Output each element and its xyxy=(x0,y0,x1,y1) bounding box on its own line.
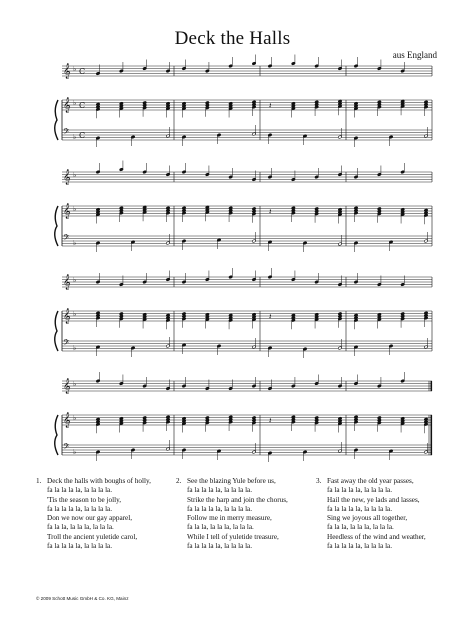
verse-line: Deck the halls with boughs of holly, xyxy=(47,477,151,485)
verse-3 xyxy=(316,477,446,551)
song-origin: aus England xyxy=(392,50,437,60)
final-bar xyxy=(431,415,433,455)
verse-line: fa la la, la la la, la la la. xyxy=(47,523,114,532)
staff xyxy=(62,445,432,455)
treble-clef: 𝄞 xyxy=(63,413,71,428)
verse-line: Heedless of the wind and weather, xyxy=(327,532,426,541)
time-signature: C xyxy=(79,131,86,140)
staff xyxy=(62,206,432,216)
treble-clef: 𝄞 xyxy=(63,275,71,290)
treble-clef: 𝄞 xyxy=(63,379,71,394)
quarter-rest: 𝄽 xyxy=(269,207,272,216)
verse-line: fa la la, la la la, la la la. xyxy=(327,523,394,532)
flat-sign: ♭ xyxy=(73,171,77,179)
verse-number: 2. xyxy=(176,477,182,485)
verse-line: fa la la la la, la la la la. xyxy=(47,504,113,513)
treble-clef: 𝄞 xyxy=(63,64,71,79)
verse-line: fa la la la la, la la la la. xyxy=(327,504,393,513)
bass-clef: 𝄢 xyxy=(63,128,70,139)
verse-1 xyxy=(36,477,166,551)
time-signature: C xyxy=(79,67,86,76)
staff xyxy=(62,130,432,140)
staff xyxy=(62,172,432,182)
piano-brace xyxy=(55,415,58,455)
quarter-rest: 𝄽 xyxy=(269,101,272,110)
page-title: Deck the Halls xyxy=(174,28,291,49)
flat-sign: ♭ xyxy=(73,414,77,422)
treble-clef: 𝄞 xyxy=(63,98,71,113)
staff xyxy=(62,66,432,76)
verse-number: 1. xyxy=(36,477,42,485)
staff xyxy=(62,415,432,425)
staff xyxy=(62,381,432,391)
lyrics-verses xyxy=(36,477,446,551)
verse-line: Follow me in merry measure, xyxy=(187,514,272,523)
treble-clef: 𝄞 xyxy=(63,170,71,185)
verse-line: fa la la la la, la la la la. xyxy=(187,542,253,551)
verse-line: Fast away the old year passes, xyxy=(327,477,414,485)
verse-line: fa la la, la la la, la la la. xyxy=(187,523,254,532)
verse-line: Don we now our gay apparel, xyxy=(47,514,133,523)
staff xyxy=(62,236,432,246)
staff xyxy=(62,311,432,321)
verse-line: Troll the ancient yuletide carol, xyxy=(47,532,138,541)
copyright-notice: © 2009 Schott Music GmbH & Co. KG, Mainz xyxy=(36,596,129,601)
verse-2 xyxy=(176,477,306,551)
flat-sign: ♭ xyxy=(73,239,77,247)
treble-clef: 𝄞 xyxy=(63,204,71,219)
flat-sign: ♭ xyxy=(73,344,77,352)
verse-line: While I tell of yuletide treasure, xyxy=(187,532,279,541)
staff xyxy=(62,100,432,110)
staff xyxy=(62,341,432,351)
verse-number: 3. xyxy=(316,477,322,485)
quarter-rest: 𝄽 xyxy=(269,416,272,425)
flat-sign: ♭ xyxy=(73,133,77,141)
flat-sign: ♭ xyxy=(73,380,77,388)
piano-brace xyxy=(55,206,58,246)
verse-line: See the blazing Yule before us, xyxy=(187,477,276,485)
flat-sign: ♭ xyxy=(73,310,77,318)
flat-sign: ♭ xyxy=(73,448,77,456)
verse-line: 'Tis the season to be jolly, xyxy=(47,495,122,504)
time-signature: C xyxy=(79,101,86,110)
bass-clef: 𝄢 xyxy=(63,339,70,350)
bass-clef: 𝄢 xyxy=(63,234,70,245)
verse-line: fa la la la la, la la la la. xyxy=(47,486,113,495)
quarter-rest: 𝄽 xyxy=(269,312,272,321)
verse-line: fa la la la la, la la la la. xyxy=(47,542,113,551)
flat-sign: ♭ xyxy=(73,205,77,213)
verse-line: fa la la la la, la la la la. xyxy=(187,504,253,513)
flat-sign: ♭ xyxy=(73,65,77,73)
verse-line: fa la la la la, la la la la. xyxy=(327,486,393,495)
final-bar xyxy=(431,381,433,391)
verse-line: Sing we joyous all together, xyxy=(327,514,408,523)
piano-brace xyxy=(55,100,58,140)
verse-line: Strike the harp and join the chorus, xyxy=(187,495,288,504)
flat-sign: ♭ xyxy=(73,276,77,284)
verse-line: fa la la la la, la la la la. xyxy=(327,542,393,551)
treble-clef: 𝄞 xyxy=(63,309,71,324)
verse-line: fa la la la la, la la la la. xyxy=(187,486,253,495)
piano-brace xyxy=(55,311,58,351)
staff xyxy=(62,277,432,287)
verse-line: Hail the new, ye lads and lasses, xyxy=(327,495,420,504)
bass-clef: 𝄢 xyxy=(63,443,70,454)
flat-sign: ♭ xyxy=(73,99,77,107)
